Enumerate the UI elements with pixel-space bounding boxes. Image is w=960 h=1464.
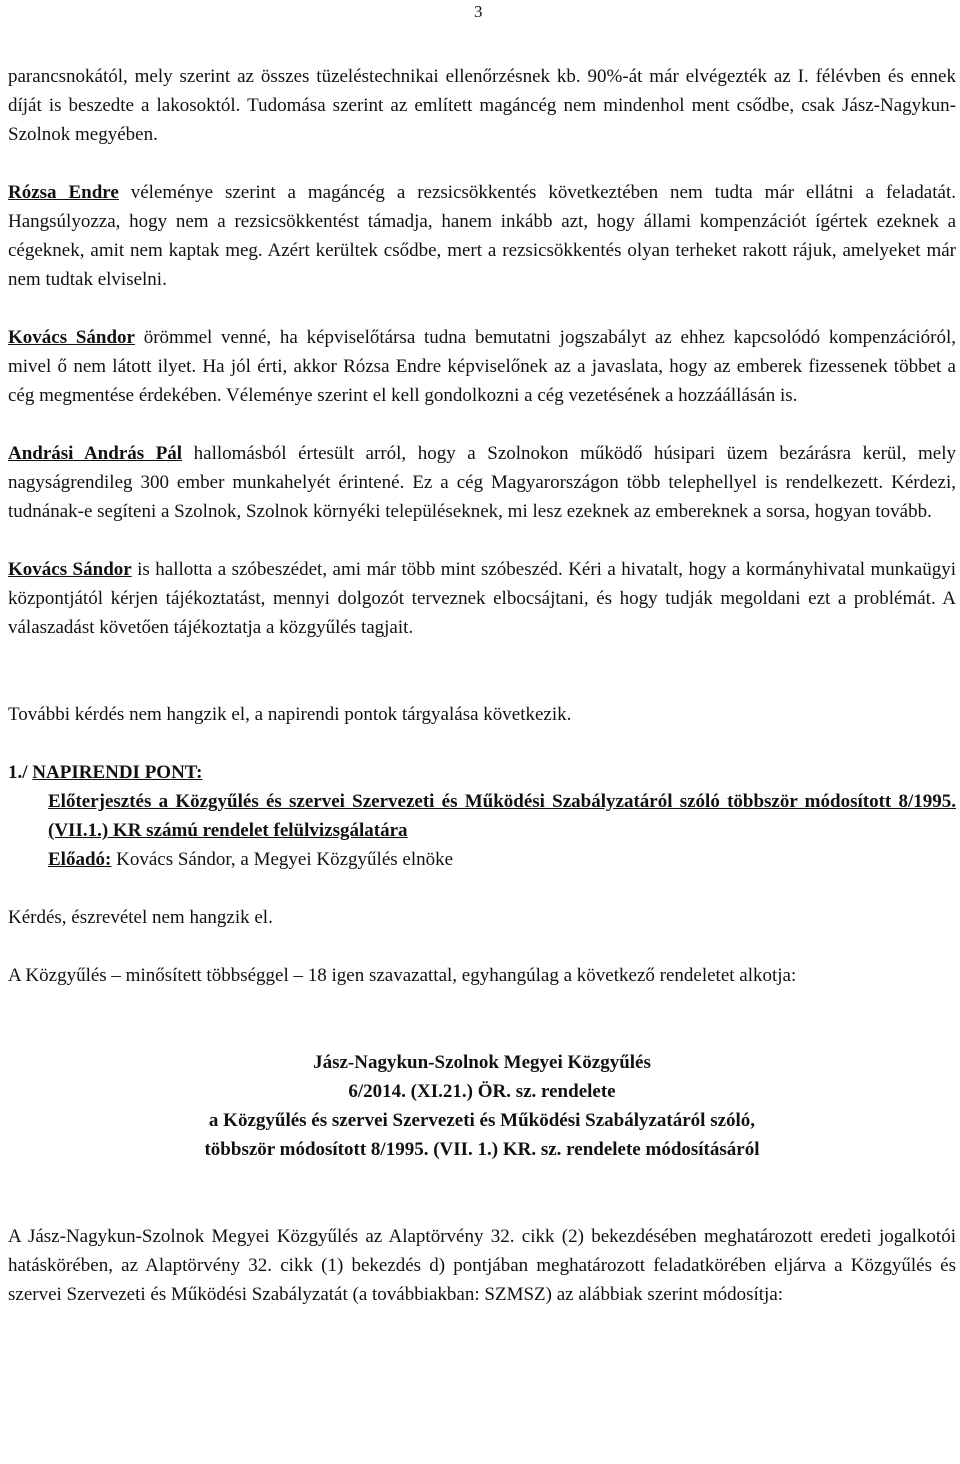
paragraph-text: örömmel venné, ha képviselőtársa tudna bemutatni jogszabályt az ehhez kapcsolódó kompenzációról, mivel ő nem látott ilyet. Ha jól érti, akkor Rózsa Endre képviselőnek az a javaslata, hogy az emberek fizessenek többet a cég megmentése érdekében. Véleménye szerint el kell gondolkozni a cég vezetésének a hozzáállásán is. [8,327,956,406]
paragraph-8: A Közgyűlés – minősített többséggel – 18 igen szavazattal, egyhangúlag a következő rendeletet alkotja: [8,965,797,986]
paragraph-9: A Jász-Nagykun-Szolnok Megyei Közgyűlés az Alaptörvény 32. cikk (2) bekezdésében meghatározott eredeti jogalkotói hatáskörében, az Alaptörvény 32. cikk (1) bekezdés d) pontjában meghatározott feladatkörében eljárva a Közgyűlés és szervei Szervezeti és Működési Szabályzatát (a továbbiakban: SZMSZ) az alábbiak szerint módosítja: [8,1226,956,1305]
speaker-name: Andrási András Pál [8,443,183,464]
agenda-presenter [8,845,956,874]
page-number: 3 [474,2,483,21]
agenda-title: Előterjesztés a Közgyűlés és szervei Szervezeti és Működési Szabályzatáról szóló többször módosított 8/1995. (VII.1.) KR számú rendelet felülvizsgálatára [48,791,956,841]
document-body [8,62,956,1309]
decree-line-1: Jász-Nagykun-Szolnok Megyei Közgyűlés [313,1052,651,1073]
decree-line-2: 6/2014. (XI.21.) ÖR. sz. rendelete [348,1081,616,1102]
decree-line-4: többször módosított 8/1995. (VII. 1.) KR. sz. rendelete módosításáról [204,1139,760,1160]
speaker-name: Kovács Sándor [8,327,135,348]
paragraph-5 [8,555,956,642]
paragraph-text: hallomásból értesült arról, hogy a Szolnokon működő húsipari üzem bezárásra kerül, mely nagyságrendileg 300 ember munkahelyét érintené. Ez a cég Magyarországon több telephellyel is rendelkezett. Kérdezi, tudnának-e segíteni a Szolnok, Szolnok környéki településeknek, mi lesz ezeknek az embereknek a sorsa, hogyan tovább. [8,443,956,522]
paragraph-text: véleménye szerint a magáncég a rezsicsökkentés következtében nem tudta már ellátni a feladatát. Hangsúlyozza, hogy nem a rezsicsökkentést támadja, hanem inkább azt, hogy állami kompenzációt ígértek ezeknek a cégeknek, amit nem kaptak meg. Azért kerültek csődbe, mert a rezsicsökkentés olyan terheket rakott rájuk, amelyeket már nem tudtak elviselni. [8,182,956,290]
paragraph-4 [8,439,956,526]
paragraph-2 [8,178,956,294]
decree-title [8,1048,956,1164]
paragraph-1: parancsnokától, mely szerint az összes tüzeléstechnikai ellenőrzésnek kb. 90%-át már elvégezték az I. félévben és ennek díját is beszedte a lakosoktól. Tudomása szerint az említett magáncég nem mindenhol ment csődbe, csak Jász-Nagykun-Szolnok megyében. [8,66,956,145]
paragraph-7: Kérdés, észrevétel nem hangzik el. [8,907,273,928]
presenter-name: Kovács Sándor, a Megyei Közgyűlés elnöke [111,849,454,870]
paragraph-text: is hallotta a szóbeszédet, ami már több mint szóbeszéd. Kéri a hivatalt, hogy a kormányhivatal munkaügyi központjától kérjen tájékoztatást, mennyi dolgozót terveznek elbocsájtani, és hogy tudják megoldani ezt a problémát. A válaszadást követően tájékoztatja a közgyűlés tagjait. [8,559,956,638]
agenda-number: 1./ [8,762,33,783]
agenda-item [8,758,956,874]
speaker-name: Kovács Sándor [8,559,132,580]
decree-line-3: a Közgyűlés és szervei Szervezeti és Működési Szabályzatáról szóló, [208,1110,756,1131]
presenter-label: Előadó: [48,849,112,870]
paragraph-3 [8,323,956,410]
agenda-label: NAPIRENDI PONT: [32,762,203,783]
speaker-name: Rózsa Endre [8,182,119,203]
agenda-heading [8,758,956,787]
paragraph-6: További kérdés nem hangzik el, a napirendi pontok tárgyalása következik. [8,704,572,725]
